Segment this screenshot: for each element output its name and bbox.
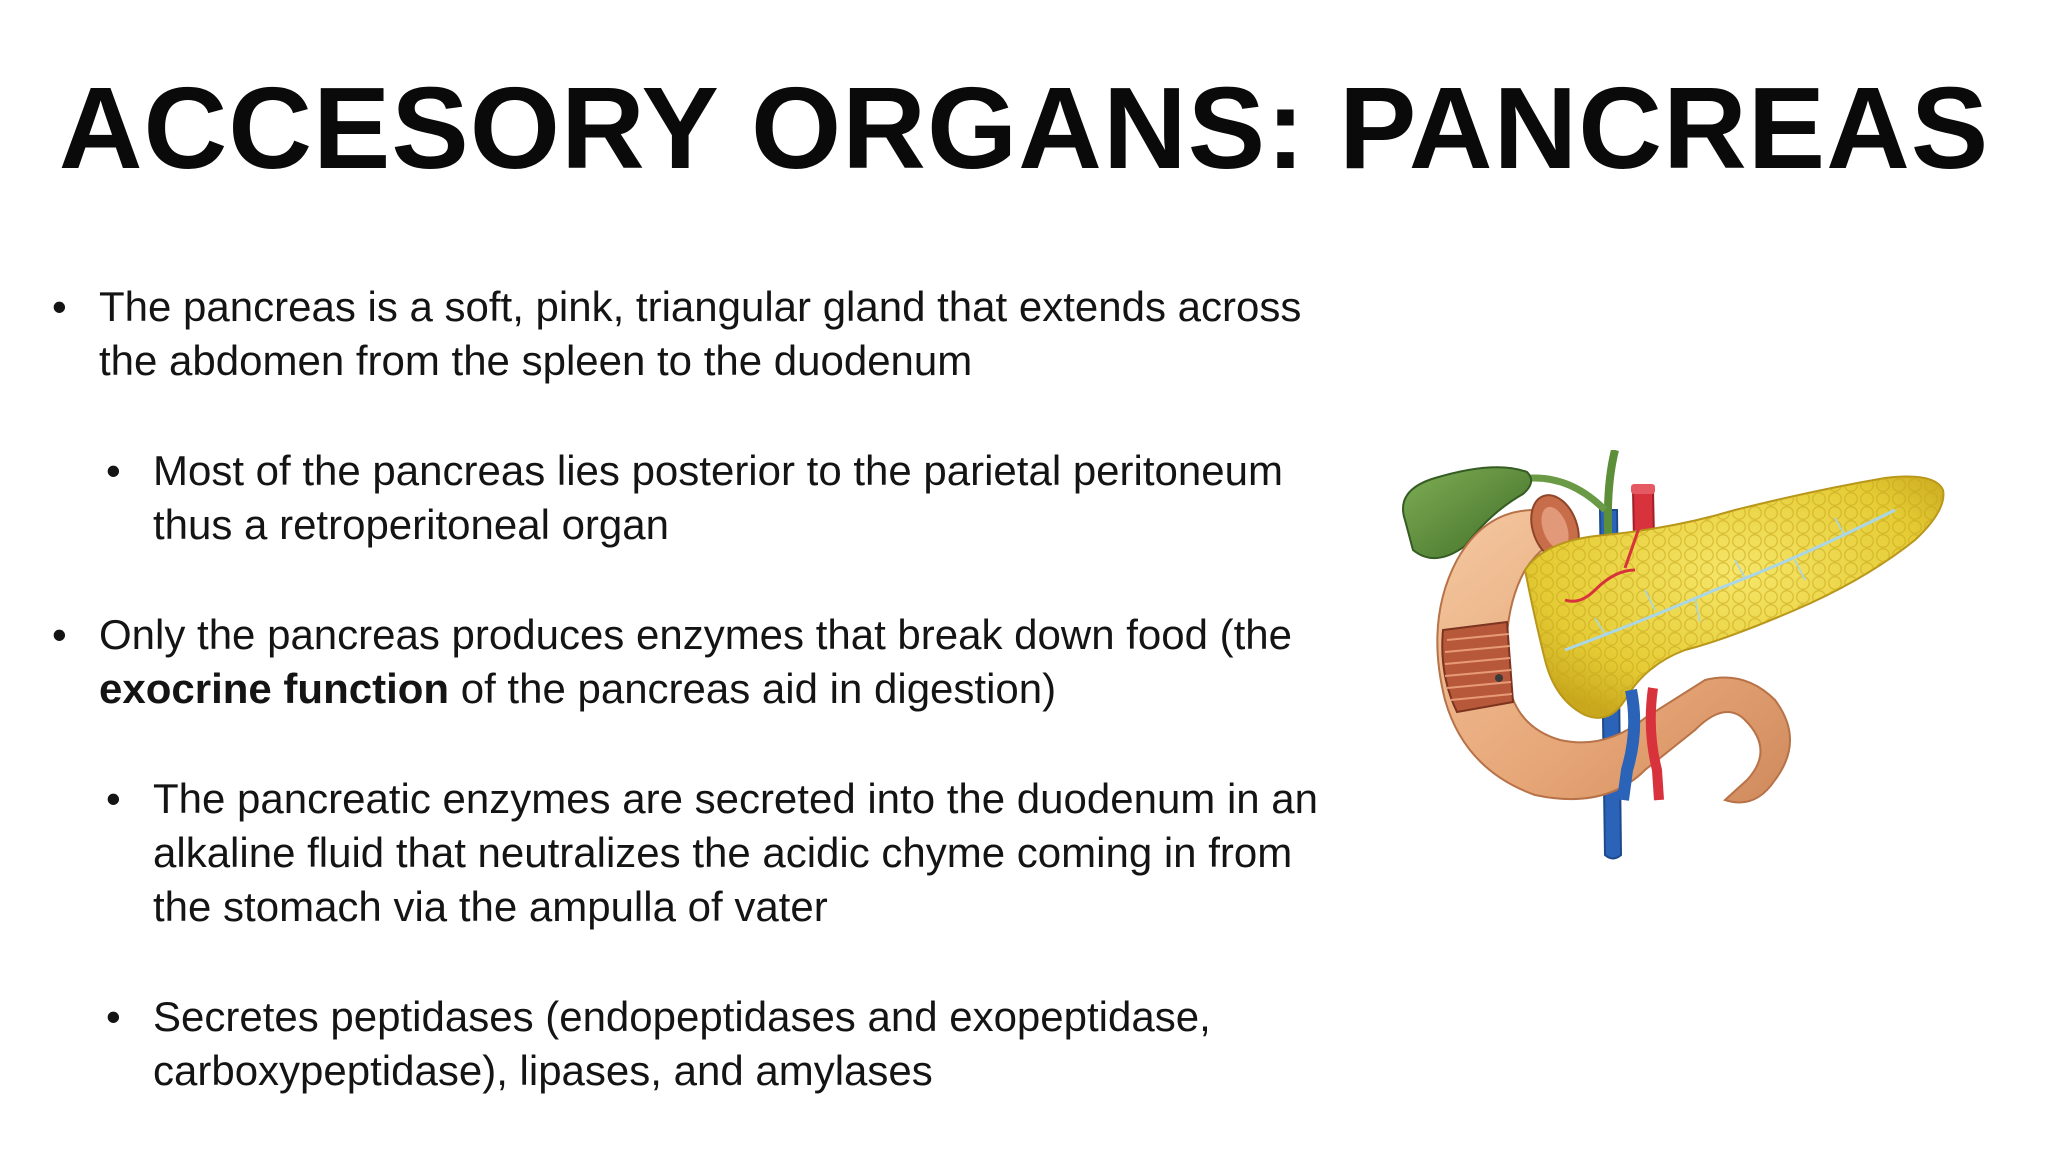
- bullet-dot: •: [52, 283, 67, 330]
- bullet-dot: •: [52, 611, 67, 658]
- pancreas-illustration: [1395, 450, 1955, 875]
- slide-title: ACCESORY ORGANS: PANCREAS: [58, 63, 1990, 193]
- bullet-text: The pancreas is a soft, pink, triangular gland that extends across the abdomen from the spleen to the duodenum: [99, 283, 1302, 384]
- bullet-list: [52, 280, 1342, 1098]
- bullet-text: Most of the pancreas lies posterior to the parietal peritoneum thus a retroperitoneal organ: [153, 447, 1283, 548]
- bullet-text-before: Only the pancreas produces enzymes that break down food (the: [99, 611, 1293, 658]
- bullet-dot: •: [106, 993, 121, 1040]
- bullet-dot: •: [106, 447, 121, 494]
- sub-bullet-item: [106, 772, 1342, 934]
- bullet-text-bold: exocrine function: [99, 665, 450, 712]
- bullet-item: [52, 608, 1342, 716]
- sub-bullet-item: [106, 444, 1342, 552]
- bullet-text-after: of the pancreas aid in digestion): [449, 665, 1057, 712]
- sub-bullet-item: [106, 990, 1342, 1098]
- bullet-text: The pancreatic enzymes are secreted into the duodenum in an alkaline fluid that neutralizes the acidic chyme coming in from the stomach via the ampulla of vater: [153, 775, 1319, 930]
- bullet-dot: •: [106, 775, 121, 822]
- bullet-text: Secretes peptidases (endopeptidases and exopeptidase, carboxypeptidase), lipases, and amylases: [153, 993, 1211, 1094]
- bullet-item: [52, 280, 1342, 388]
